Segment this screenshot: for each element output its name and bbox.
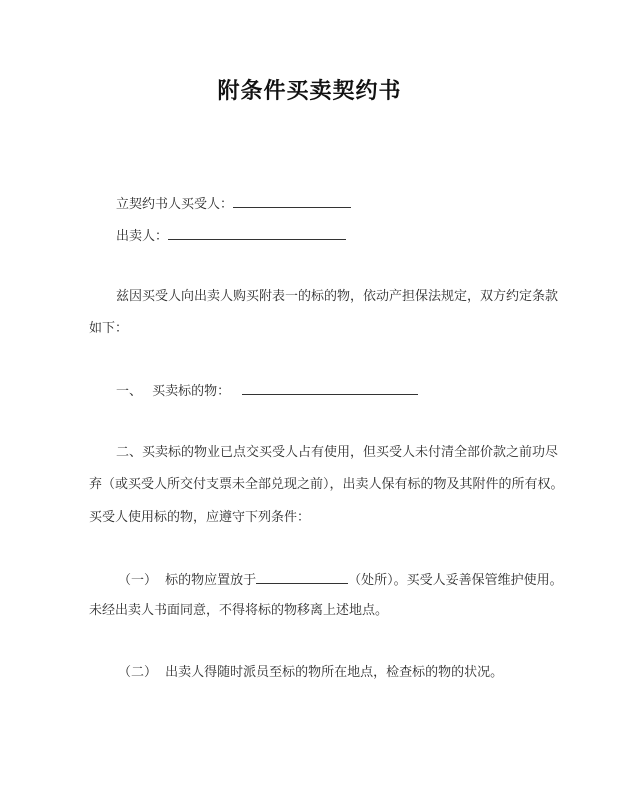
- clause-1-number: 一、: [116, 384, 143, 399]
- preamble-line-1: 兹因买受人向出卖人购买附表一的标的物，依动产担保法规定，双方约定条款: [116, 289, 559, 304]
- clause-2-line-3: 买受人使用标的物，应遵守下列条件：: [89, 510, 311, 525]
- condition-2: [118, 664, 503, 682]
- preamble-line-2: 如下：: [89, 321, 129, 336]
- condition-1-blank[interactable]: [256, 570, 348, 584]
- clause-1-blank[interactable]: [242, 381, 418, 395]
- clause-1: [116, 381, 418, 401]
- condition-2-number: （二）: [118, 665, 158, 680]
- buyer-line: [116, 194, 351, 214]
- condition-2-text: 出卖人得随时派员至标的物所在地点，检查标的物的状况。: [165, 665, 504, 680]
- condition-1-number: （一）: [118, 573, 158, 588]
- condition-1-text-before: 标的物应置放于: [165, 573, 257, 588]
- condition-1-line-1: [118, 570, 563, 590]
- seller-line: [116, 226, 346, 246]
- buyer-blank[interactable]: [233, 194, 351, 208]
- condition-1-line-2: 未经出卖人书面同意，不得将标的物移离上述地点。: [89, 603, 389, 618]
- clause-2-line-1: 二、买卖标的物业已点交买受人占有使用，但买受人未付清全部价款之前功尽: [116, 445, 559, 460]
- seller-blank[interactable]: [168, 226, 346, 240]
- seller-label: 出卖人：: [116, 229, 169, 244]
- document-title: 附条件买卖契约书: [217, 79, 402, 104]
- clause-1-label: 买卖标的物：: [152, 384, 231, 399]
- condition-1-text-after: （处所）。买受人妥善保管维护使用。: [348, 573, 563, 588]
- clause-2-line-2: 弃（或买受人所交付支票未全部兑现之前），出卖人保有标的物及其附件的所有权。: [89, 477, 564, 492]
- buyer-label: 立契约书人买受人：: [116, 197, 234, 212]
